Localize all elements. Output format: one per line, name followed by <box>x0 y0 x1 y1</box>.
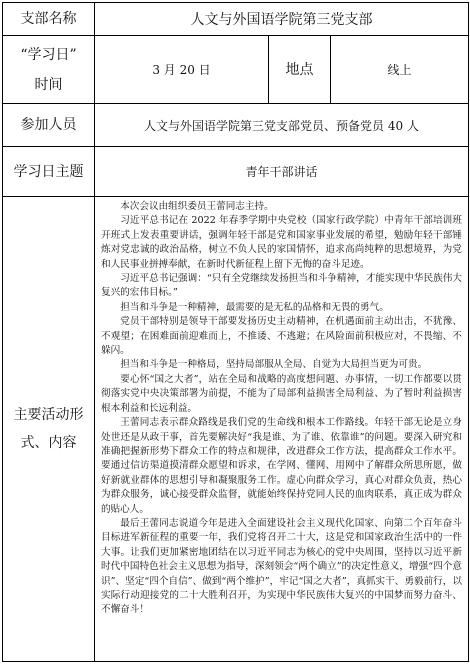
content-paragraph: 要心怀“国之大者”，站在全局和战略的高度想问题、办事情，一切工作都要以贯彻落实党中央决策部署为前提，不能为了局部利益损害全局利益、为了暂时利益损害根本利益和长远利益。 <box>101 373 462 414</box>
theme-row <box>3 147 469 197</box>
content-label-line2: 式、内容 <box>20 435 77 451</box>
study-day-row <box>3 36 469 104</box>
branch-name-label: 支部名称 <box>3 3 95 36</box>
content-paragraph: 担当和斗争是一种格局，坚持局部服从全局、自觉为大局担当更为可贵。 <box>120 359 428 371</box>
content-paragraph: 最后王蕾同志说道今年是进入全面建设社会主义现代化国家、向第二个百年奋斗目标进军新征程的重要一年，我们党将召开二十大，这是党和国家政治生活中的一件大事。让我们更加紧密地团结在以习近平同志为核心的党中央周围，坚持以习近平新时代中国特色社会主义思想为指导，深刻领会“两个确立”的决定性意义，增强“四个意识”、坚定“四个自信”、做到“两个维护”，牢记“国之大者”，真抓实干、勇毅前行，以实际行动迎接党的二十大胜利召开，为实现中华民族伟大复兴的中国梦而努力奋斗、不懈奋斗！ <box>101 517 462 616</box>
participants-row <box>3 104 469 147</box>
study-day-label-line1: “学习日” <box>20 46 77 63</box>
theme-label: 学习日主题 <box>3 147 95 197</box>
study-day-date: 3 月 20 日 <box>95 36 269 104</box>
content-paragraph: 党员干部特别是领导干部要发扬历史主动精神，在机遇面前主动出击，不犹豫、不观望；在困难面前迎难而上，不推诿、不逃避；在风险面前积极应对，不畏缩、不躲闪。 <box>101 316 462 357</box>
location-label: 地点 <box>269 36 331 104</box>
study-day-label-line2: 时间 <box>34 76 63 93</box>
content-paragraph: 王蕾同志表示群众路线是我们党的生命线和根本工作路线。年轻干部无论是立身处世还是从政干事，首先要解决好“我是谁、为了谁、依靠谁”的问题。要深入研究和准确把握新形势下群众工作的特点和规律，改进群众工作方法，提高群众工作水平。要通过信访渠道摸清群众愿望和诉求，在学网、懂网、用网中了解群众所思所愿，做好新就业群体的思想引导和凝聚服务工作。虚心向群众学习，真心对群众负责，热心为群众服务，诚心接受群众监督，就能始终保持党同人民的血肉联系，真正成为群众的贴心人。 <box>101 417 462 515</box>
branch-name-value: 人文与外国语学院第三党支部 <box>95 3 469 36</box>
content-paragraph: 习近平总书记在 2022 年春季学期中央党校（国家行政学院）中青年干部培训班开班式上发表重要讲话，强调年轻干部是党和国家事业发展的希望，勉励年轻干部锤炼对党忠诚的政治品格，树立不负人民的家国情怀，追求高尚纯粹的思想境界，为党和人民事业拼搏奉献，在新时代新征程上留下无悔的奋斗足迹。 <box>101 215 462 270</box>
content-label-line1: 主要活动形 <box>13 407 84 423</box>
content-paragraph: 担当和斗争是一种精神，最需要的是无私的品格和无畏的勇气。 <box>120 301 389 313</box>
participants-label: 参加人员 <box>3 104 95 147</box>
content-body <box>95 197 469 662</box>
content-paragraph: 习近平总书记强调：“只有全党继续发扬担当和斗争精神，才能实现中华民族伟大复兴的宏伟目标。” <box>101 273 462 299</box>
participants-value: 人文与外国语学院第三党支部党员、预备党员 40 人 <box>95 104 469 147</box>
study-day-time-label <box>3 36 95 104</box>
study-day-record-form <box>2 2 469 662</box>
content-paragraph: 本次会议由组织委员王蕾同志主持。 <box>120 201 274 212</box>
location-value: 线上 <box>331 36 469 104</box>
branch-row <box>3 3 469 36</box>
content-label <box>3 197 95 662</box>
theme-value: 青年干部讲话 <box>95 147 469 197</box>
content-row <box>3 197 469 662</box>
